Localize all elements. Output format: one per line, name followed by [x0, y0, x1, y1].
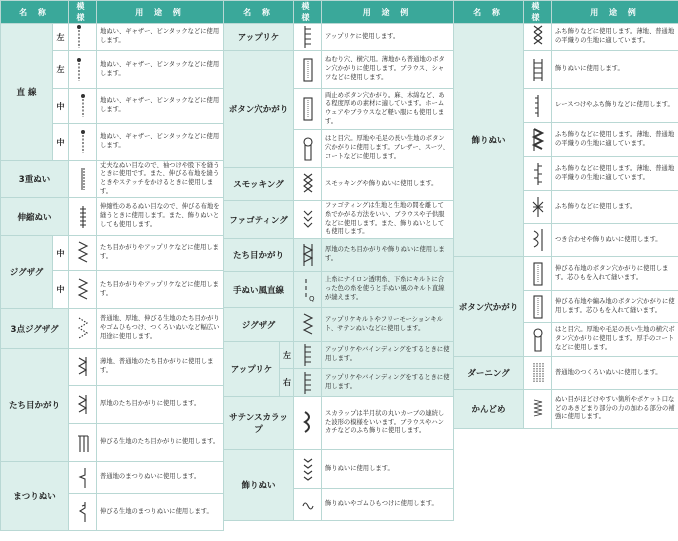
stitch-row [1, 349, 224, 386]
stitch-row [1, 236, 224, 271]
stitch-variant: 右 [280, 369, 294, 397]
header-name: 名 称 [454, 1, 524, 24]
triple-stitch-icon [69, 161, 97, 198]
stitch-name: ジグザグ [224, 308, 294, 342]
header-name: 名 称 [224, 1, 294, 24]
stitch-name: アップリケ [224, 24, 294, 51]
straight-stitch-center-icon [69, 89, 97, 124]
stitch-row [1, 309, 224, 349]
overcast-heavy-icon [294, 239, 322, 272]
stitch-name: たち目かがり [1, 349, 69, 462]
stitch-usage: 厚地のたち目かがりや飾りぬいに使用します。 [322, 239, 454, 272]
stretch-buttonhole-icon [524, 291, 552, 323]
stitch-row [224, 24, 454, 51]
stitch-name: 手ぬい風直線 [224, 272, 294, 308]
buttonhole-icon [294, 51, 322, 89]
applique-right-icon [294, 369, 322, 397]
blind-hem-icon [69, 462, 97, 494]
overcast-stretch-icon [69, 424, 97, 462]
stitch-row [224, 201, 454, 239]
decorative-stitch-icon [294, 450, 322, 489]
header-usage: 用 途 例 [97, 1, 224, 24]
stitch-row [454, 357, 678, 390]
stitch-variant: 左 [53, 51, 69, 89]
stitch-usage: 両止めボタン穴かがり。麻、木綿など、ある程度厚めの素材に適しています。ホームウェアやブラウスなど軽い服にも使用します。 [322, 89, 454, 130]
stitch-name: たち目かがり [224, 239, 294, 272]
stitch-variant: 左 [280, 342, 294, 369]
applique-stitch-icon [294, 24, 322, 51]
lace-stitch-icon [524, 89, 552, 123]
keyhole-buttonhole-icon [524, 323, 552, 357]
stretch-stitch-icon [69, 198, 97, 236]
stitch-row [454, 390, 678, 429]
stitch-usage: 飾りぬいやゴムひもつけに使用します。 [322, 489, 454, 521]
header-pattern: 模 様 [294, 1, 322, 24]
stitch-usage: 伸びる生地のたち目かがりに使用します。 [97, 424, 224, 462]
stitch-usage: はと目穴。厚地や毛足の長い生地の横穴ボタン穴かがりに使用します。厚手のコートなどに使用します。 [552, 323, 678, 357]
star-stitch-icon [524, 191, 552, 224]
stitch-usage: 飾りぬいに使用します。 [552, 51, 678, 89]
stitch-usage: 地ぬい、ギャザー、ピンタックなどに使用します。 [97, 51, 224, 89]
stitch-usage: たち目かがりやアップリケなどに使用します。 [97, 236, 224, 271]
stitch-usage: スモッキングや飾りぬいに使用します。 [322, 168, 454, 201]
zigzag-fill-icon [524, 123, 552, 157]
stitch-variant: 中 [53, 89, 69, 124]
header-pattern: 模 様 [69, 1, 97, 24]
stitch-name: ジグザグ [1, 236, 53, 309]
stitch-variant: 中 [53, 236, 69, 271]
cross-stitch-icon [524, 24, 552, 51]
straight-stitch-left-icon [69, 51, 97, 89]
stitch-usage: はと目穴。厚地や毛足の長い生地のボタン穴かがりに使用します。ブレザー、スーツ、コートなどに使用します。 [322, 130, 454, 168]
stitch-row [224, 51, 454, 89]
stitch-name: 3点ジグザグ [1, 309, 69, 349]
stitch-table-2 [223, 0, 454, 521]
header-usage: 用 途 例 [322, 1, 454, 24]
stitch-row [224, 272, 454, 308]
header-name: 名 称 [1, 1, 69, 24]
stitch-row [224, 239, 454, 272]
stitch-table-1 [0, 0, 224, 531]
buttonhole-icon [294, 89, 322, 130]
stitch-name: サテンスカラップ [224, 397, 294, 450]
header-usage: 用 途 例 [552, 1, 678, 24]
stitch-name: ボタン穴かがり [454, 257, 524, 357]
stitch-usage: ふち飾りなどに使用します。薄地、普通地の平織りの生地に適しています。 [552, 157, 678, 191]
stitch-usage: ファゴティングは生地と生地の間を離して糸でかがる方法をいい、ブラウスや子供服などに使用します。また、飾りぬいとしても使用します。 [322, 201, 454, 239]
stitch-usage: 伸びる布地のボタン穴かがりに使用します。芯ひもを入れて縫います。 [552, 257, 678, 291]
stitch-variant: 左 [53, 24, 69, 51]
three-step-zigzag-icon [69, 309, 97, 349]
stitch-name: ボタン穴かがり [224, 51, 294, 168]
stitch-row [224, 450, 454, 489]
stitch-row [454, 257, 678, 291]
stitch-name: 3重ぬい [1, 161, 69, 198]
stitch-name: 直 線 [1, 24, 53, 161]
smocking-icon [294, 168, 322, 201]
handlook-quilt-icon [294, 272, 322, 308]
stitch-usage: 普通地、厚地、伸びる生地のたち目かがりやゴムひもつけ、つくろいぬいなど幅広い用途に使用します。 [97, 309, 224, 349]
stitch-usage: アップリケに使用します。 [322, 24, 454, 51]
stitch-name: ダーニング [454, 357, 524, 390]
stitch-usage: アップリケやバインディングをするときに使用します。 [322, 369, 454, 397]
satin-scallop-icon [294, 397, 322, 450]
ladder-stitch-icon [524, 51, 552, 89]
stitch-usage: レースつけやふち飾りなどに使用します。 [552, 89, 678, 123]
stitch-row [1, 24, 224, 51]
decorative-wave-icon [294, 489, 322, 521]
stitch-usage: 飾りぬいに使用します。 [322, 450, 454, 489]
stitch-usage: 伸びる布地や編み地のボタン穴かがりに使用します。芯ひもを入れて縫います。 [552, 291, 678, 323]
join-stitch-icon [524, 224, 552, 257]
feather-stitch-icon [524, 157, 552, 191]
header-pattern: 模 様 [524, 1, 552, 24]
straight-stitch-center-icon [69, 124, 97, 161]
stitch-usage: ぬい目がほどけやすい箇所やポケット口などのあきどまり部分の力の加わる部分の補強に使用します。 [552, 390, 678, 429]
stitch-name: アップリケ [224, 342, 280, 397]
stitch-usage: 丈夫なぬい目なので、袖つけや股下を縫うときに使用です。また、伸びる布地を縫うときやステッチをかけるときに使用します。 [97, 161, 224, 198]
bartack-icon [524, 390, 552, 429]
stitch-table-3 [453, 0, 678, 429]
stitch-usage: 上糸にナイロン透明糸、下糸にキルトに合った色の糸を使うと手ぬい風のキルト直線が縫えます。 [322, 272, 454, 308]
stitch-row [224, 168, 454, 201]
stitch-usage: ねむり穴、横穴用。薄地から普通地のボタン穴かがりに使用します。ブラウス、シャツなどに使用します。 [322, 51, 454, 89]
zigzag-icon [69, 271, 97, 309]
stitch-usage: アップリケキルトやフリーモーションキルト、サテンぬいなどに使用します。 [322, 308, 454, 342]
fagoting-icon [294, 201, 322, 239]
stitch-name: 伸縮ぬい [1, 198, 69, 236]
stitch-usage: たち目かがりやアップリケなどに使用します。 [97, 271, 224, 309]
darning-icon [524, 357, 552, 390]
stitch-name: ファゴティング [224, 201, 294, 239]
applique-left-icon [294, 342, 322, 369]
stitch-usage: 薄地、普通地のたち目かがりに使用します。 [97, 349, 224, 386]
zigzag-icon [69, 236, 97, 271]
stitch-name: 飾りぬい [454, 24, 524, 257]
overcast-stitch-icon [69, 386, 97, 424]
quilt-zigzag-icon [294, 308, 322, 342]
stitch-usage: スカラップは半月状の丸いカーブの連続した波形の模様をいいます。ブラウスやハンカチなどのふち飾りに使用します。 [322, 397, 454, 450]
stitch-usage: 普通地のつくろいぬいに使用します。 [552, 357, 678, 390]
stitch-row [1, 161, 224, 198]
stitch-usage: 厚地のたち目かがりに使用します。 [97, 386, 224, 424]
stitch-row [1, 462, 224, 494]
stretch-buttonhole-icon [524, 257, 552, 291]
stitch-name: まつりぬい [1, 462, 69, 531]
svg-text:Q: Q [308, 294, 315, 303]
overcast-stitch-icon [69, 349, 97, 386]
stitch-usage: つき合わせや飾りぬいに使用します。 [552, 224, 678, 257]
stitch-usage: ふち飾りなどに使用します。薄地、普通地の平織りの生地に適しています。 [552, 123, 678, 157]
blind-hem-stretch-icon [69, 494, 97, 531]
stitch-usage: ふち飾りなどに使用します。薄地、普通地の平織りの生地に適しています。 [552, 24, 678, 51]
stitch-row [224, 308, 454, 342]
stitch-usage: 伸びる生地のまつりぬいに使用します。 [97, 494, 224, 531]
stitch-variant: 中 [53, 124, 69, 161]
stitch-row [1, 198, 224, 236]
keyhole-buttonhole-icon [294, 130, 322, 168]
stitch-usage: ふち飾りなどに使用します。 [552, 191, 678, 224]
stitch-row [224, 342, 454, 369]
stitch-usage: 地ぬい、ギャザー、ピンタックなどに使用します。 [97, 124, 224, 161]
stitch-name: スモッキング [224, 168, 294, 201]
stitch-row [224, 397, 454, 450]
stitch-usage: アップリケやバインディングをするときに使用します。 [322, 342, 454, 369]
stitch-name: かんどめ [454, 390, 524, 429]
stitch-usage: 地ぬい、ギャザー、ピンタックなどに使用します。 [97, 24, 224, 51]
stitch-usage: 地ぬい、ギャザー、ピンタックなどに使用します。 [97, 89, 224, 124]
straight-stitch-left-icon [69, 24, 97, 51]
stitch-variant: 中 [53, 271, 69, 309]
stitch-row [454, 24, 678, 51]
stitch-usage: 伸縮性のあるぬい目なので、伸びる布地を縫うときに使用します。また、飾りぬいとしても使用します。 [97, 198, 224, 236]
stitch-usage: 普通地のまつりぬいに使用します。 [97, 462, 224, 494]
stitch-name: 飾りぬい [224, 450, 294, 521]
